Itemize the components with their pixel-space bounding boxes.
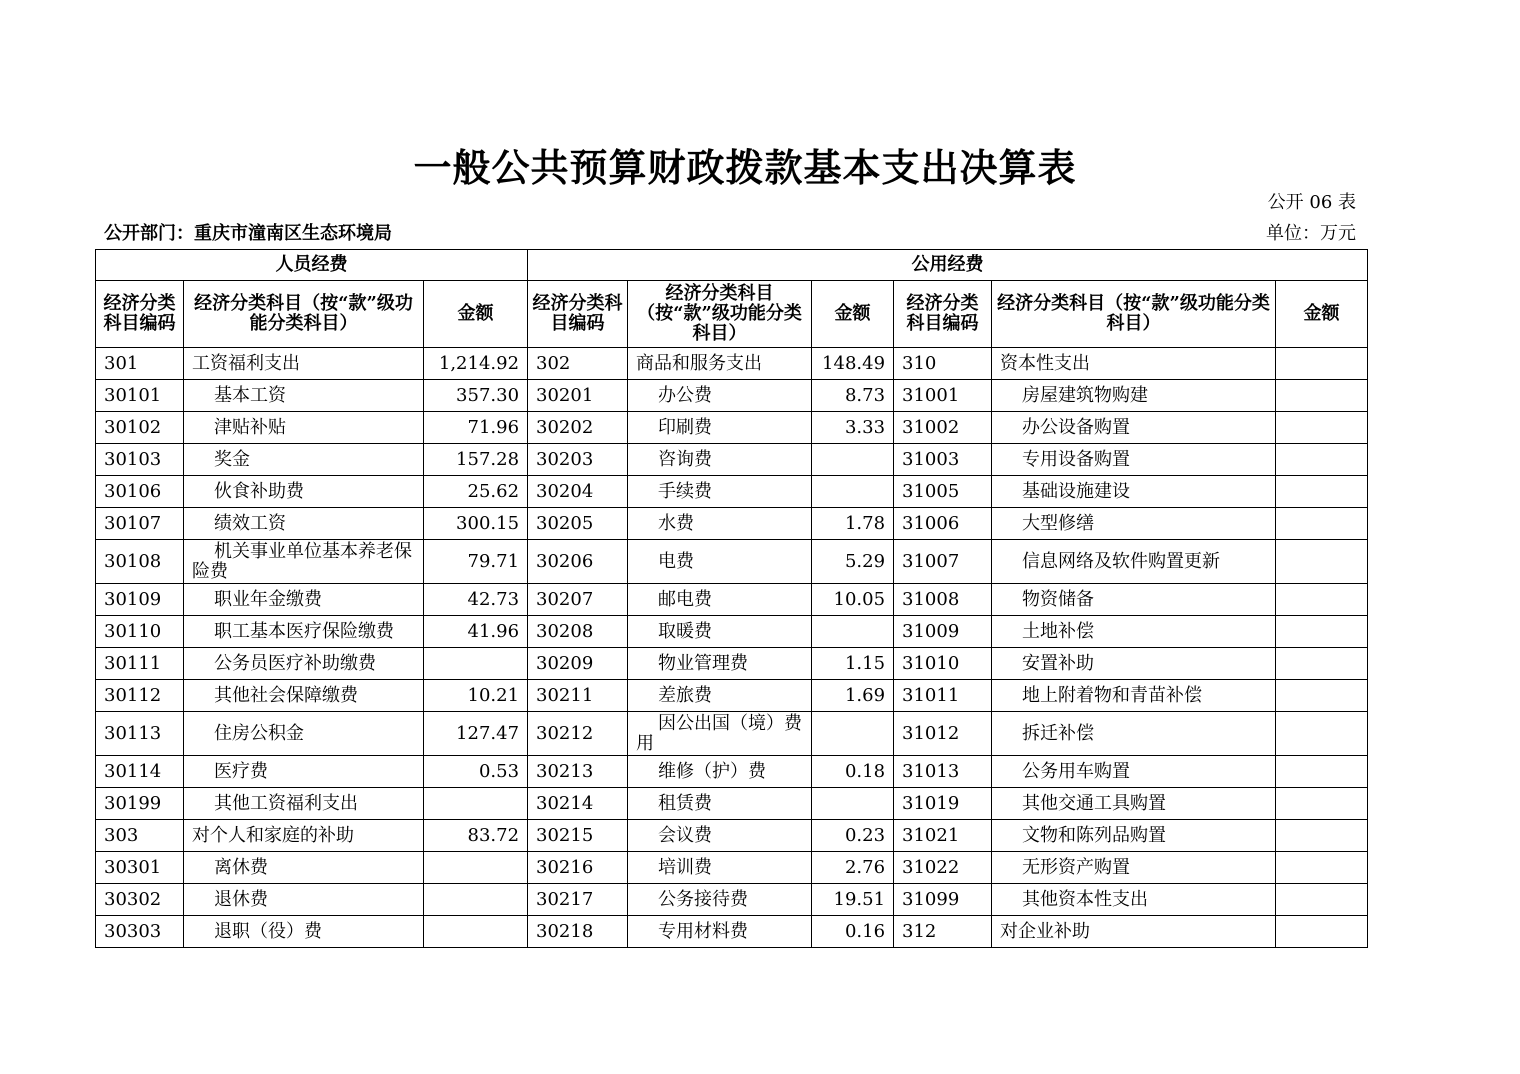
capital-name-cell: 资本性支出 bbox=[992, 348, 1276, 380]
table-row bbox=[96, 680, 1368, 712]
capital-name-cell: 基础设施建设 bbox=[992, 476, 1276, 508]
goods-name-cell: 商品和服务支出 bbox=[628, 348, 812, 380]
goods-name-cell: 物业管理费 bbox=[628, 648, 812, 680]
personnel-amount-cell: 83.72 bbox=[424, 820, 528, 852]
personnel-name-cell: 医疗费 bbox=[184, 756, 424, 788]
capital-code-cell: 31002 bbox=[894, 412, 992, 444]
goods-amount-cell bbox=[812, 788, 894, 820]
table-row bbox=[96, 756, 1368, 788]
personnel-code-cell: 30108 bbox=[96, 540, 184, 584]
goods-code-cell: 30203 bbox=[528, 444, 628, 476]
goods-name-cell: 培训费 bbox=[628, 852, 812, 884]
capital-code-cell: 312 bbox=[894, 916, 992, 948]
goods-name-cell: 邮电费 bbox=[628, 584, 812, 616]
capital-name-cell: 对企业补助 bbox=[992, 916, 1276, 948]
personnel-name-cell: 其他社会保障缴费 bbox=[184, 680, 424, 712]
capital-amount-cell bbox=[1276, 756, 1368, 788]
header-personnel-amount: 金额 bbox=[424, 281, 528, 348]
goods-name-cell: 差旅费 bbox=[628, 680, 812, 712]
goods-amount-cell: 5.29 bbox=[812, 540, 894, 584]
table-row bbox=[96, 508, 1368, 540]
capital-name-cell: 文物和陈列品购置 bbox=[992, 820, 1276, 852]
capital-amount-cell bbox=[1276, 884, 1368, 916]
table-row bbox=[96, 412, 1368, 444]
personnel-code-cell: 30114 bbox=[96, 756, 184, 788]
goods-name-cell: 会议费 bbox=[628, 820, 812, 852]
personnel-code-cell: 30113 bbox=[96, 712, 184, 756]
personnel-code-cell: 30101 bbox=[96, 380, 184, 412]
personnel-name-cell: 公务员医疗补助缴费 bbox=[184, 648, 424, 680]
capital-amount-cell bbox=[1276, 680, 1368, 712]
personnel-amount-cell: 1,214.92 bbox=[424, 348, 528, 380]
personnel-name-cell: 绩效工资 bbox=[184, 508, 424, 540]
goods-amount-cell: 3.33 bbox=[812, 412, 894, 444]
table-row bbox=[96, 648, 1368, 680]
goods-amount-cell: 8.73 bbox=[812, 380, 894, 412]
goods-code-cell: 30209 bbox=[528, 648, 628, 680]
capital-amount-cell bbox=[1276, 820, 1368, 852]
capital-name-cell: 无形资产购置 bbox=[992, 852, 1276, 884]
personnel-name-cell: 机关事业单位基本养老保险费 bbox=[184, 540, 424, 584]
capital-amount-cell bbox=[1276, 616, 1368, 648]
table-row bbox=[96, 444, 1368, 476]
goods-code-cell: 30216 bbox=[528, 852, 628, 884]
header-capital-amount: 金额 bbox=[1276, 281, 1368, 348]
capital-code-cell: 31010 bbox=[894, 648, 992, 680]
goods-amount-cell: 148.49 bbox=[812, 348, 894, 380]
personnel-code-cell: 30303 bbox=[96, 916, 184, 948]
capital-amount-cell bbox=[1276, 444, 1368, 476]
group-public: 公用经费 bbox=[528, 250, 1368, 281]
personnel-amount-cell: 42.73 bbox=[424, 584, 528, 616]
goods-amount-cell bbox=[812, 616, 894, 648]
capital-amount-cell bbox=[1276, 852, 1368, 884]
capital-code-cell: 31007 bbox=[894, 540, 992, 584]
personnel-amount-cell bbox=[424, 916, 528, 948]
capital-amount-cell bbox=[1276, 916, 1368, 948]
header-goods-code: 经济分类科目编码 bbox=[528, 281, 628, 348]
unit-label: 单位：万元 bbox=[1266, 223, 1356, 244]
goods-code-cell: 30217 bbox=[528, 884, 628, 916]
personnel-code-cell: 30107 bbox=[96, 508, 184, 540]
capital-code-cell: 31009 bbox=[894, 616, 992, 648]
table-row bbox=[96, 348, 1368, 380]
personnel-amount-cell: 25.62 bbox=[424, 476, 528, 508]
capital-amount-cell bbox=[1276, 348, 1368, 380]
header-goods-name: 经济分类科目（按“款”级功能分类科目） bbox=[628, 281, 812, 348]
capital-code-cell: 31003 bbox=[894, 444, 992, 476]
table-number: 公开 06 表 bbox=[1267, 192, 1356, 213]
personnel-code-cell: 301 bbox=[96, 348, 184, 380]
capital-name-cell: 拆迁补偿 bbox=[992, 712, 1276, 756]
capital-name-cell: 其他交通工具购置 bbox=[992, 788, 1276, 820]
goods-code-cell: 30206 bbox=[528, 540, 628, 584]
goods-amount-cell: 1.78 bbox=[812, 508, 894, 540]
goods-amount-cell: 1.15 bbox=[812, 648, 894, 680]
goods-code-cell: 30215 bbox=[528, 820, 628, 852]
goods-amount-cell: 0.23 bbox=[812, 820, 894, 852]
goods-code-cell: 30205 bbox=[528, 508, 628, 540]
page-title: 一般公共预算财政拨款基本支出决算表 bbox=[413, 145, 1077, 190]
goods-code-cell: 30211 bbox=[528, 680, 628, 712]
personnel-name-cell: 基本工资 bbox=[184, 380, 424, 412]
table-row bbox=[96, 712, 1368, 756]
capital-code-cell: 31022 bbox=[894, 852, 992, 884]
goods-name-cell: 咨询费 bbox=[628, 444, 812, 476]
personnel-code-cell: 30302 bbox=[96, 884, 184, 916]
capital-name-cell: 安置补助 bbox=[992, 648, 1276, 680]
capital-amount-cell bbox=[1276, 540, 1368, 584]
table-row bbox=[96, 476, 1368, 508]
personnel-amount-cell: 0.53 bbox=[424, 756, 528, 788]
goods-name-cell: 租赁费 bbox=[628, 788, 812, 820]
capital-amount-cell bbox=[1276, 508, 1368, 540]
capital-code-cell: 31012 bbox=[894, 712, 992, 756]
goods-code-cell: 30213 bbox=[528, 756, 628, 788]
capital-amount-cell bbox=[1276, 412, 1368, 444]
personnel-code-cell: 30111 bbox=[96, 648, 184, 680]
table-row bbox=[96, 820, 1368, 852]
goods-code-cell: 30201 bbox=[528, 380, 628, 412]
table-row bbox=[96, 380, 1368, 412]
table-row bbox=[96, 916, 1368, 948]
personnel-name-cell: 退职（役）费 bbox=[184, 916, 424, 948]
capital-name-cell: 公务用车购置 bbox=[992, 756, 1276, 788]
header-personnel-name: 经济分类科目（按“款”级功能分类科目） bbox=[184, 281, 424, 348]
capital-amount-cell bbox=[1276, 648, 1368, 680]
goods-name-cell: 取暖费 bbox=[628, 616, 812, 648]
capital-code-cell: 31008 bbox=[894, 584, 992, 616]
capital-code-cell: 310 bbox=[894, 348, 992, 380]
goods-name-cell: 维修（护）费 bbox=[628, 756, 812, 788]
personnel-name-cell: 奖金 bbox=[184, 444, 424, 476]
capital-amount-cell bbox=[1276, 712, 1368, 756]
personnel-amount-cell bbox=[424, 884, 528, 916]
header-capital-name: 经济分类科目（按“款”级功能分类科目） bbox=[992, 281, 1276, 348]
goods-amount-cell: 10.05 bbox=[812, 584, 894, 616]
goods-amount-cell: 19.51 bbox=[812, 884, 894, 916]
personnel-name-cell: 对个人和家庭的补助 bbox=[184, 820, 424, 852]
goods-name-cell: 手续费 bbox=[628, 476, 812, 508]
personnel-code-cell: 30103 bbox=[96, 444, 184, 476]
personnel-code-cell: 30102 bbox=[96, 412, 184, 444]
capital-amount-cell bbox=[1276, 380, 1368, 412]
personnel-amount-cell: 71.96 bbox=[424, 412, 528, 444]
personnel-amount-cell bbox=[424, 648, 528, 680]
expenditure-table bbox=[95, 249, 1368, 948]
goods-name-cell: 电费 bbox=[628, 540, 812, 584]
capital-code-cell: 31013 bbox=[894, 756, 992, 788]
table-row bbox=[96, 616, 1368, 648]
personnel-name-cell: 离休费 bbox=[184, 852, 424, 884]
table-row bbox=[96, 788, 1368, 820]
department-label: 公开部门：重庆市潼南区生态环境局 bbox=[104, 223, 392, 244]
personnel-amount-cell: 127.47 bbox=[424, 712, 528, 756]
goods-code-cell: 302 bbox=[528, 348, 628, 380]
goods-code-cell: 30214 bbox=[528, 788, 628, 820]
capital-amount-cell bbox=[1276, 584, 1368, 616]
goods-name-cell: 公务接待费 bbox=[628, 884, 812, 916]
goods-code-cell: 30202 bbox=[528, 412, 628, 444]
personnel-name-cell: 其他工资福利支出 bbox=[184, 788, 424, 820]
personnel-code-cell: 30112 bbox=[96, 680, 184, 712]
goods-name-cell: 印刷费 bbox=[628, 412, 812, 444]
capital-name-cell: 物资储备 bbox=[992, 584, 1276, 616]
personnel-code-cell: 30199 bbox=[96, 788, 184, 820]
capital-code-cell: 31005 bbox=[894, 476, 992, 508]
personnel-name-cell: 职工基本医疗保险缴费 bbox=[184, 616, 424, 648]
capital-code-cell: 31001 bbox=[894, 380, 992, 412]
personnel-name-cell: 退休费 bbox=[184, 884, 424, 916]
personnel-code-cell: 30106 bbox=[96, 476, 184, 508]
personnel-code-cell: 30109 bbox=[96, 584, 184, 616]
capital-name-cell: 信息网络及软件购置更新 bbox=[992, 540, 1276, 584]
capital-code-cell: 31021 bbox=[894, 820, 992, 852]
goods-amount-cell: 1.69 bbox=[812, 680, 894, 712]
goods-amount-cell bbox=[812, 476, 894, 508]
header-capital-code: 经济分类科目编码 bbox=[894, 281, 992, 348]
capital-name-cell: 房屋建筑物购建 bbox=[992, 380, 1276, 412]
personnel-amount-cell: 10.21 bbox=[424, 680, 528, 712]
header-goods-amount: 金额 bbox=[812, 281, 894, 348]
personnel-amount-cell: 79.71 bbox=[424, 540, 528, 584]
personnel-name-cell: 工资福利支出 bbox=[184, 348, 424, 380]
personnel-amount-cell: 357.30 bbox=[424, 380, 528, 412]
goods-amount-cell: 0.18 bbox=[812, 756, 894, 788]
personnel-code-cell: 30301 bbox=[96, 852, 184, 884]
table-row bbox=[96, 852, 1368, 884]
goods-code-cell: 30212 bbox=[528, 712, 628, 756]
capital-amount-cell bbox=[1276, 788, 1368, 820]
table-row bbox=[96, 540, 1368, 584]
personnel-name-cell: 住房公积金 bbox=[184, 712, 424, 756]
header-personnel-code: 经济分类科目编码 bbox=[96, 281, 184, 348]
personnel-amount-cell: 41.96 bbox=[424, 616, 528, 648]
goods-amount-cell bbox=[812, 712, 894, 756]
goods-code-cell: 30218 bbox=[528, 916, 628, 948]
table-row bbox=[96, 584, 1368, 616]
capital-name-cell: 其他资本性支出 bbox=[992, 884, 1276, 916]
capital-name-cell: 地上附着物和青苗补偿 bbox=[992, 680, 1276, 712]
goods-name-cell: 办公费 bbox=[628, 380, 812, 412]
capital-name-cell: 专用设备购置 bbox=[992, 444, 1276, 476]
goods-code-cell: 30208 bbox=[528, 616, 628, 648]
personnel-amount-cell: 300.15 bbox=[424, 508, 528, 540]
personnel-name-cell: 津贴补贴 bbox=[184, 412, 424, 444]
goods-amount-cell: 2.76 bbox=[812, 852, 894, 884]
goods-code-cell: 30207 bbox=[528, 584, 628, 616]
capital-code-cell: 31011 bbox=[894, 680, 992, 712]
capital-name-cell: 办公设备购置 bbox=[992, 412, 1276, 444]
goods-amount-cell bbox=[812, 444, 894, 476]
capital-code-cell: 31019 bbox=[894, 788, 992, 820]
group-personnel: 人员经费 bbox=[96, 250, 528, 281]
goods-name-cell: 水费 bbox=[628, 508, 812, 540]
capital-amount-cell bbox=[1276, 476, 1368, 508]
personnel-amount-cell bbox=[424, 788, 528, 820]
goods-name-cell: 因公出国（境）费用 bbox=[628, 712, 812, 756]
personnel-amount-cell bbox=[424, 852, 528, 884]
personnel-code-cell: 30110 bbox=[96, 616, 184, 648]
capital-name-cell: 土地补偿 bbox=[992, 616, 1276, 648]
capital-code-cell: 31006 bbox=[894, 508, 992, 540]
goods-name-cell: 专用材料费 bbox=[628, 916, 812, 948]
personnel-name-cell: 职业年金缴费 bbox=[184, 584, 424, 616]
capital-name-cell: 大型修缮 bbox=[992, 508, 1276, 540]
table-row bbox=[96, 884, 1368, 916]
personnel-amount-cell: 157.28 bbox=[424, 444, 528, 476]
goods-amount-cell: 0.16 bbox=[812, 916, 894, 948]
capital-code-cell: 31099 bbox=[894, 884, 992, 916]
personnel-name-cell: 伙食补助费 bbox=[184, 476, 424, 508]
goods-code-cell: 30204 bbox=[528, 476, 628, 508]
personnel-code-cell: 303 bbox=[96, 820, 184, 852]
